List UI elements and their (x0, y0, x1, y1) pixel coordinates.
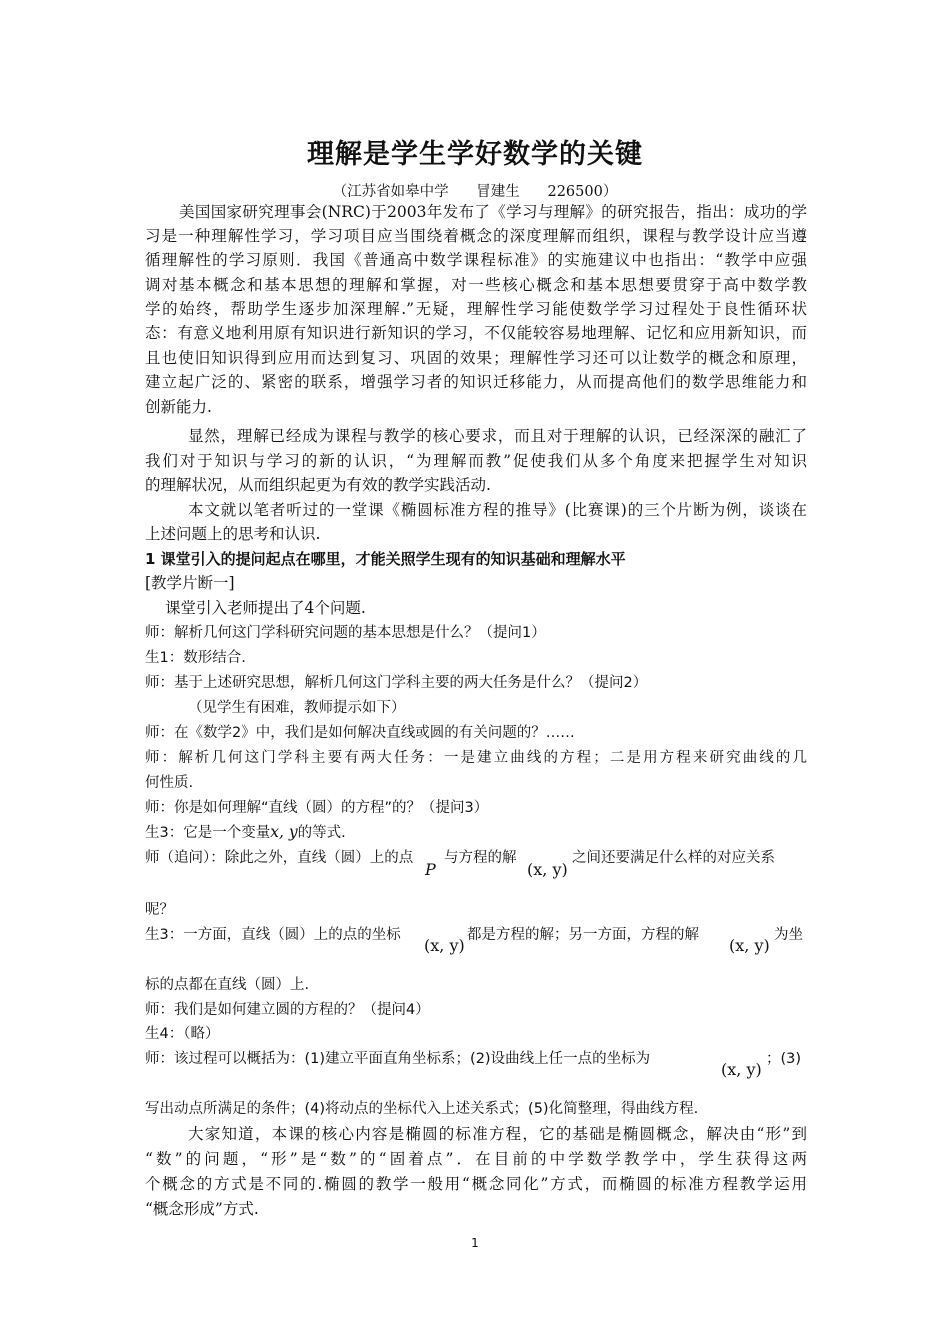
page-number: 1 (471, 1236, 479, 1250)
dialog-answer-1: 生1：数形结合. (145, 650, 246, 666)
intro-p1-line-6: 态：有意义地利用原有知识进行新知识的学习，不仅能较容易地理解、记忆和应用新知识，而 (145, 324, 807, 342)
closing-line-3: 个概念的方式是不同的.椭圆的教学一般用“概念同化”方式，而椭圆的标准方程教学运用 (145, 1175, 807, 1193)
response-suffix: 为坐 (774, 927, 803, 943)
summary-suffix: ；(3) (766, 1051, 802, 1067)
summary-coord: (x, y) (721, 1060, 762, 1079)
intro-p3-line-1: 本文就以笔者听过的一堂课《椭圆标准方程的推导》(比赛课)的三个片断为例，谈谈在 (188, 501, 807, 519)
intro-p2-line-2: 我们对于知识与学习的新的认识，“为理解而教”促使我们从多个角度来把握学生对知识 (145, 452, 807, 470)
fragment-label: [教学片断一] (145, 574, 235, 592)
intro-p1-line-5: 学的始终，帮助学生逐步加深理解.”无疑，理解性学习能使数学学习过程处于良性循环状 (145, 300, 807, 318)
intro-p3-line-2: 上述问题上的思考和认识. (145, 525, 321, 543)
dialog-question-4: 师：我们是如何建立圆的方程的？（提问4） (145, 1002, 430, 1018)
followup-prefix: 师（追问）：除此之外，直线（圆）上的点 (145, 850, 414, 866)
intro-p1-line-4: 调对基本概念和基本思想的理解和掌握，对一些核心概念和基本思想要贯穿于高中数学教 (145, 276, 807, 294)
intro-p1-line-2: 习是一种理解性学习，学习项目应当围绕着概念的深度理解而组织，课程与教学设计应当遵 (145, 227, 807, 245)
intro-p1-line-8: 建立起广泛的、紧密的联系，增强学习者的知识迁移能力，从而提高他们的数学思维能力和 (145, 373, 807, 391)
intro-p1-line-7: 且也使旧知识得到应用而达到复习、巩固的效果；理解性学习还可以让数学的概念和原理， (145, 349, 807, 367)
dialog-question-2: 师：基于上述研究思想，解析几何这门学科主要的两大任务是什么？（提问2） (145, 675, 648, 691)
section-heading: 1 课堂引入的提问起点在哪里，才能关照学生现有的知识基础和理解水平 (145, 550, 626, 568)
closing-line-4: “概念形成”方式. (145, 1200, 259, 1218)
response-prefix: 生3：一方面，直线（圆）上的点的坐标 (145, 927, 401, 943)
section-lead: 课堂引入老师提出了4个问题. (165, 599, 366, 617)
response-coord-1: (x, y) (424, 936, 465, 955)
response-end: 标的点都在直线（圆）上. (145, 977, 310, 993)
summary-prefix: 师：该过程可以概括为：(1)建立平面直角坐标系；(2)设曲线上任一点的坐标为 (145, 1051, 651, 1067)
followup-end: 呢？ (145, 902, 174, 918)
answer-3-prefix: 生3：它是一个变量 (145, 825, 271, 841)
dialog-answer-4: 生4：（略） (145, 1026, 220, 1042)
closing-line-2: “数”的问题，“形”是“数”的“固着点”．在目前的中学数学教学中，学生获得这两 (145, 1150, 807, 1168)
intro-p1-line-9: 创新能力. (145, 398, 212, 416)
followup-mid: 与方程的解 (444, 850, 517, 866)
dialog-question-3: 师：你是如何理解“直线（圆）的方程”的？（提问3） (145, 800, 489, 816)
response-mid: 都是方程的解；另一方面，方程的解 (467, 927, 699, 943)
dialog-teacher-2a: 师：解析几何这门学科主要有两大任务：一是建立曲线的方程；二是用方程来研究曲线的几 (145, 750, 807, 766)
response-coord-2: (x, y) (729, 936, 770, 955)
intro-p2-line-1: 显然，理解已经成为课程与教学的核心要求，而且对于理解的认识，已经深深的融汇了 (188, 427, 807, 445)
followup-solution: (x, y) (527, 860, 568, 879)
dialog-answer-3 (145, 820, 807, 845)
intro-p1-line-3: 循理解性的学习原则．我国《普通高中数学课程标准》的实施建议中也指出：“教学中应强 (145, 251, 807, 269)
page-title: 理解是学生学好数学的关键 (307, 139, 643, 170)
dialog-question-1: 师：解析几何这门学科研究问题的基本思想是什么？（提问1） (145, 625, 546, 641)
author-line: （江苏省如皋中学 冒建生 226500） (332, 184, 618, 200)
closing-line-1: 大家知道，本课的核心内容是椭圆的标准方程，它的基础是椭圆概念，解决由“形”到 (188, 1125, 807, 1143)
summary-end: 写出动点所满足的条件；(4)将动点的坐标代入上述关系式；(5)化简整理，得曲线方程. (145, 1101, 699, 1117)
answer-3-suffix: 的等式. (297, 825, 346, 841)
intro-p1-line-1: 美国国家研究理事会(NRC)于2003年发布了《学习与理解》的研究报告，指出：成功的学 (179, 203, 807, 221)
dialog-hint: （见学生有困难，教师提示如下） (188, 700, 406, 716)
answer-3-variables: x, y (270, 823, 298, 841)
dialog-teacher-2b: 何性质. (145, 775, 194, 791)
followup-suffix: 之间还要满足什么样的对应关系 (572, 850, 775, 866)
dialog-teacher-1: 师：在《数学2》中，我们是如何解决直线或圆的有关问题的？…… (145, 725, 575, 741)
point-symbol: P (425, 860, 436, 879)
intro-p2-line-3: 的理解状况，从而组织起更为有效的教学实践活动. (145, 476, 491, 494)
